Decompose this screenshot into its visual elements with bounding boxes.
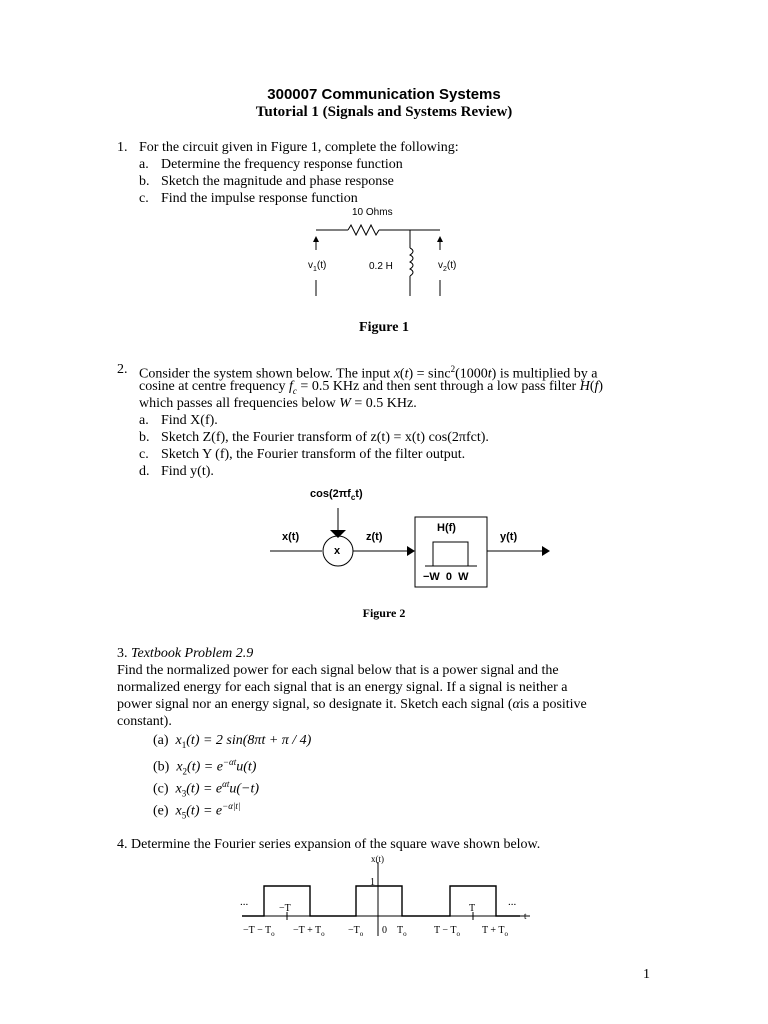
carrier-label: $\cos(2\pi f_ct)$ <box>310 488 363 503</box>
x-input-label: x(t) <box>282 531 300 543</box>
tick-label-neg-T-minus-To: $-T - T_o$ <box>243 925 275 938</box>
tick-label-T-plus-To: $T + T_o$ <box>482 925 508 938</box>
q2-item-b-label: b. <box>139 430 150 445</box>
q3-para-line-4: constant). <box>117 714 172 729</box>
tick-label-zero: 0 <box>382 925 387 936</box>
z-arrow-head <box>407 546 415 556</box>
q3-equation-a: (a) $x_1(t) = 2$ sin(8πt + π / 4) <box>153 733 312 750</box>
filter-axis-label: −W 0 W <box>423 571 469 583</box>
resistor-symbol <box>348 225 379 235</box>
q1-text: For the circuit given in Figure 1, complete the following: <box>139 140 459 155</box>
q1-item-c-text: Find the impulse response function <box>161 191 358 206</box>
square-wave-y-label: x(t) <box>371 854 384 864</box>
multiplier-symbol: x <box>334 545 341 557</box>
figure-1-caption: Figure 1 <box>359 320 409 335</box>
q2-item-d-text: Find y(t). <box>161 464 214 479</box>
q2-item-a-label: a. <box>139 413 149 428</box>
square-wave-dots-left: ... <box>240 896 249 908</box>
tick-label-neg-T-plus-To: $-T + T_o$ <box>293 925 325 938</box>
q2-number: 2. <box>117 362 128 377</box>
q3-equation-e: (e) $x_5(t) = e^{-\alpha|t|}$ <box>153 801 241 821</box>
q1-item-b-text: Sketch the magnitude and phase response <box>161 174 394 189</box>
q1-item-a-text: Determine the frequency response function <box>161 157 403 172</box>
q3-para-line-1: Find the normalized power for each signal below that is a power signal and the <box>117 663 559 678</box>
tick-label-neg-To: $-T_o$ <box>348 925 364 938</box>
q1-item-c-label: c. <box>139 191 149 206</box>
output-voltage-label: $v_2(t)$ <box>438 260 457 273</box>
q3-para-line-3: power signal nor an energy signal, so designate it. Sketch each signal (αis a positive <box>117 697 587 712</box>
input-arrow-head <box>313 236 319 242</box>
course-title: 300007 Communication Systems <box>267 86 501 103</box>
q1-item-a-label: a. <box>139 157 149 172</box>
figure-2-caption: Figure 2 <box>362 606 406 620</box>
inductor-label: 0.2 H <box>369 261 393 272</box>
q2-line-1: Consider the system shown below. The input x(t) = sinc$^2$(1000t) is multiplied by a <box>139 364 598 382</box>
q2-item-c-text: Sketch Y (f), the Fourier transform of the filter output. <box>161 447 466 462</box>
page-number: 1 <box>643 967 650 982</box>
filter-passband <box>428 542 474 566</box>
q4-text: 4. Determine the Fourier series expansion of the square wave shown below. <box>117 837 541 852</box>
q2-item-d-label: d. <box>139 464 150 479</box>
figure-2-block-diagram <box>270 500 560 595</box>
input-voltage-label: $v_1(t)$ <box>308 260 327 273</box>
label-T: T <box>469 903 476 914</box>
tick-label-T-minus-To: $T - T_o$ <box>434 925 460 938</box>
q3-equation-b: (b) $x_2(t) = e^{-\alpha t}u(t)$ <box>153 757 257 777</box>
square-wave-amplitude: 1 <box>370 877 375 888</box>
y-output-label: y(t) <box>500 531 518 543</box>
filter-label: H(f) <box>437 522 456 534</box>
square-wave-dots-right: ... <box>508 896 517 908</box>
label-neg-T: −T <box>279 903 291 914</box>
tick-label-To: $T_o$ <box>397 925 407 938</box>
square-wave-t-label: t <box>524 911 527 921</box>
q2-item-c-label: c. <box>139 447 149 462</box>
q1-number: 1. <box>117 140 128 155</box>
y-arrow-head <box>542 546 550 556</box>
q2-item-a-text: Find X(f). <box>161 413 218 428</box>
q2-line-2: cosine at centre frequency $f_c = 0.5$ KHz and then sent through a low pass filter H(f) <box>139 379 604 396</box>
q2-item-b-text: Sketch Z(f), the Fourier transform of z(t) = x(t) cos(2πfct). <box>161 430 489 445</box>
q2-line-3: which passes all frequencies below W = 0.5 KHz. <box>139 396 417 411</box>
z-label: z(t) <box>366 531 383 543</box>
tutorial-title: Tutorial 1 (Signals and Systems Review) <box>255 104 513 120</box>
output-arrow-head <box>437 236 443 242</box>
resistor-label: 10 Ohms <box>352 207 393 218</box>
q3-para-line-2: normalized energy for each signal that is an energy signal. If a signal is neither a <box>117 680 568 695</box>
q3-equation-c: (c) $x_3(t) = e^{\alpha t}u(-t)$ <box>153 779 260 799</box>
inductor-symbol <box>410 248 413 276</box>
q1-item-b-label: b. <box>139 174 150 189</box>
q3-heading: 3. Textbook Problem 2.9 <box>117 646 254 661</box>
